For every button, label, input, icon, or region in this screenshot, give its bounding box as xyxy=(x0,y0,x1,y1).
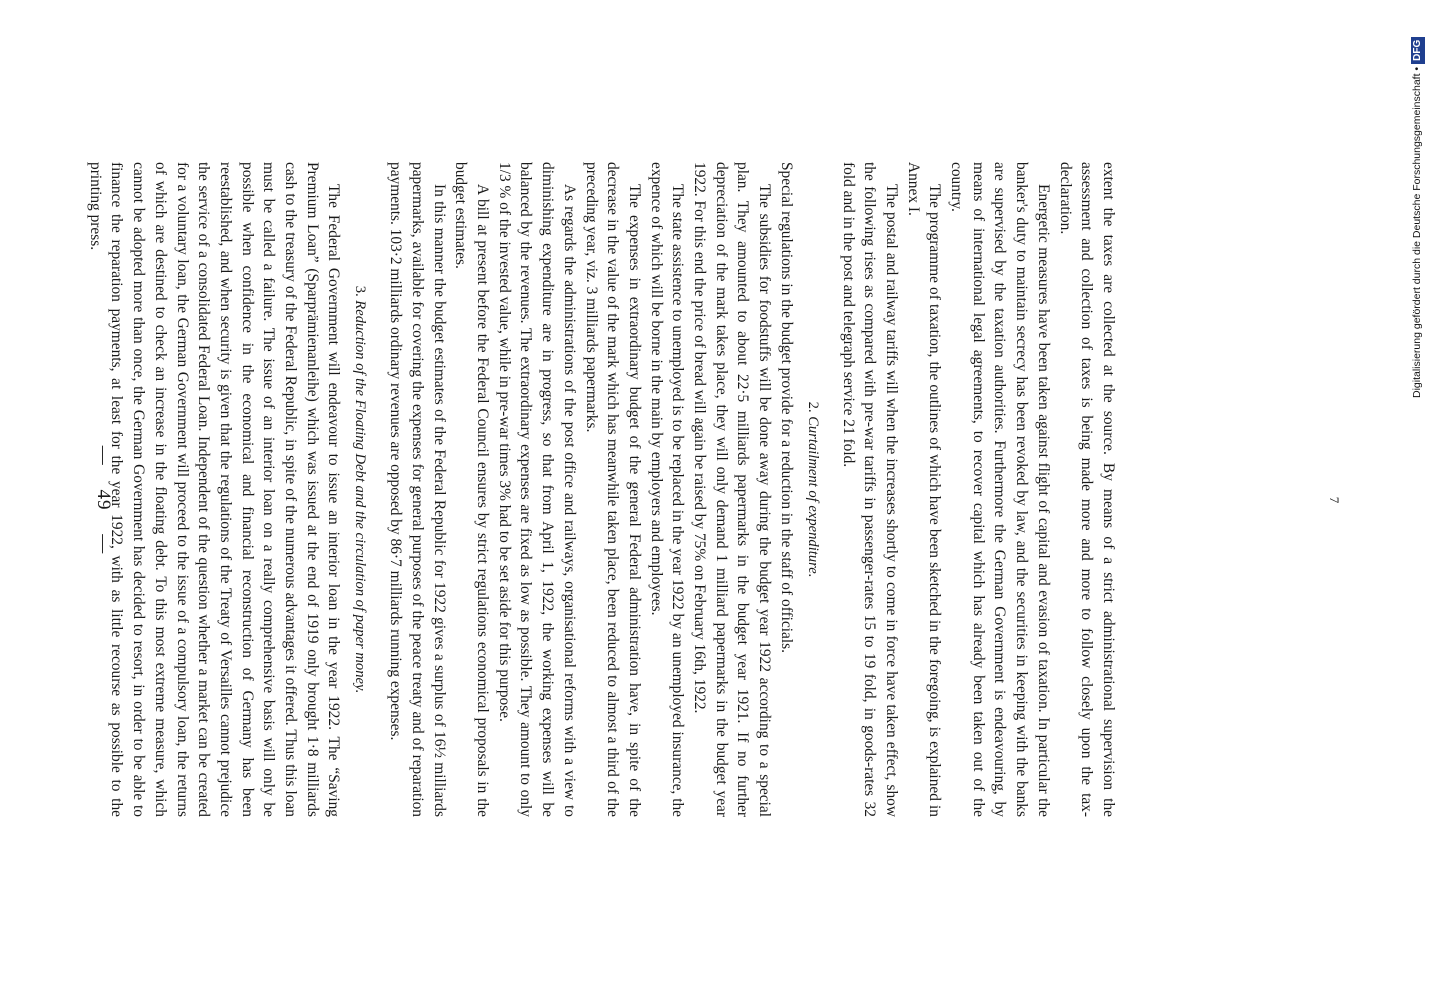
stamp-text-line xyxy=(1406,8,1428,398)
paragraph: The Federal Government will endeavour to issue an interior loan in the year 1922. The “Saving Premium Loan” (Sparprämienanleihe) which was issued at the end of 1919 only brought 1·8 milliards cash to the treasury of the Federal Republic, in spite of the numerous advantages it offered. Thus this loan must be called a failure. The issue of an interior loan on a really comprehensive basis will only be possible when confidence in the economical and financial reconstruction of Germany has been reestablished, and when security is given that the regulations of the Treaty of Versailles cannot prejudice the service of a consolidated Federal Loan. Independent of the question whether a market can be created for a voluntary loan, the German Government will proceed to the issue of a compulsory loan, the returns of which are destined to check an increase in the floating debt. To this most extreme measure, which cannot be adopted more than once, the German Government has decided to resort, in order to be able to finance the reparation payments, at least for the year 1922, with as little recourse as possible to the printing press. xyxy=(86,162,343,817)
paragraph: extent the taxes are collected at the source. By means of a strict administrational supervision the assessment and collection of taxes is being made more and more to follow closely upon the tax-declaration. xyxy=(1056,162,1117,817)
paragraph: As regards the administrations of the post office and railways, organisational reforms with a view to diminishing expenditure are in progress, so that from April 1, 1922, the working expenses will be balanced by the revenues. The extraordinary expenses are fixed as low as possible. They amount to only 1/3 % of the invested value, while in pre-war times 3% had to be set aside for this purpose. xyxy=(495,162,578,817)
paragraph: Special regulations in the budget provide for a reduction in the staff of officials. xyxy=(777,162,795,653)
paragraph: A bill at present before the Federal Council ensures by strict regulations economical proposals in the budget estimates. xyxy=(452,162,492,817)
section-title: Curtailment of expenditure. xyxy=(804,416,821,578)
dfg-logo: DFG xyxy=(1411,37,1425,64)
section-number: 2. xyxy=(804,401,821,413)
paragraph: The programme of taxation, the outlines of which have been sketched in the foregoing, is explained in Annex I. xyxy=(904,162,944,817)
section-heading-2 xyxy=(803,162,823,817)
paragraph: The subsidies for foodstuffs will be done away during the budget year 1922 according to a special plan. They amounted to about 22·5 milliards papermarks in the budget year 1921. If no further depreciation of the mark takes place, they will only demand 1 milliard papermarks in the budget year 1922. For this end the price of bread will again be raised by 75% on February 16th, 1922. xyxy=(691,162,774,817)
paragraph: The postal and railway tariffs will when the increases shortly to come in force have taken effect, show the following rises as compared with pre-war tariffs in passenger-rates 15 to 19 fold, in goods-rates 32 fold and in the post and telegraph service 21 fold. xyxy=(839,162,900,817)
signature-number: 7 xyxy=(1327,496,1342,504)
paragraph: In this manner the budget estimates of the Federal Republic for 1922 gives a surplus of 16½ milliards papermarks, available for covering the expenses for general purposes of the peace treaty and of reparation payments. 103·2 milliards ordinary revenues are opposed by 86·7 milliards running expenses. xyxy=(387,162,448,817)
page-number: 49 xyxy=(93,489,114,511)
header-dash-left: — xyxy=(93,445,114,466)
stamp-text: Digitalisierung gefördert durch die Deutsche Forschungsgemeinschaft • xyxy=(1411,66,1423,398)
paragraph: The expenses in extraordinary budget of the general Federal administration have, in spite of the decrease in the value of the mark which has meanwhile taken place, been reduced to almost a third of the preceding year, viz. 3 milliards papermarks. xyxy=(582,162,643,817)
digitization-stamp xyxy=(1406,8,1428,398)
section-heading-3 xyxy=(351,162,371,817)
paragraph: The state assistence to unemployed is to be replaced in the year 1922 by an unemployed insurance, the expence of which will be borne in the main by employers and employees. xyxy=(647,162,687,817)
section-title: Reduction of the Floating Debt and the circulation of paper money. xyxy=(352,300,369,694)
section-number: 3. xyxy=(352,285,369,297)
paragraph: Energetic measures have been taken against flight of capital and evasion of taxation. In particular the banker's duty to maintain secrecy has been revoked by law, and the securities in keeping with the banks are supervised by the taxation authorities. Furthermore the German Government is endeavouring, by means of international legal agreements, to recover capital which has already been taken out of the country. xyxy=(948,162,1052,817)
header-dash-right: — xyxy=(93,534,114,555)
